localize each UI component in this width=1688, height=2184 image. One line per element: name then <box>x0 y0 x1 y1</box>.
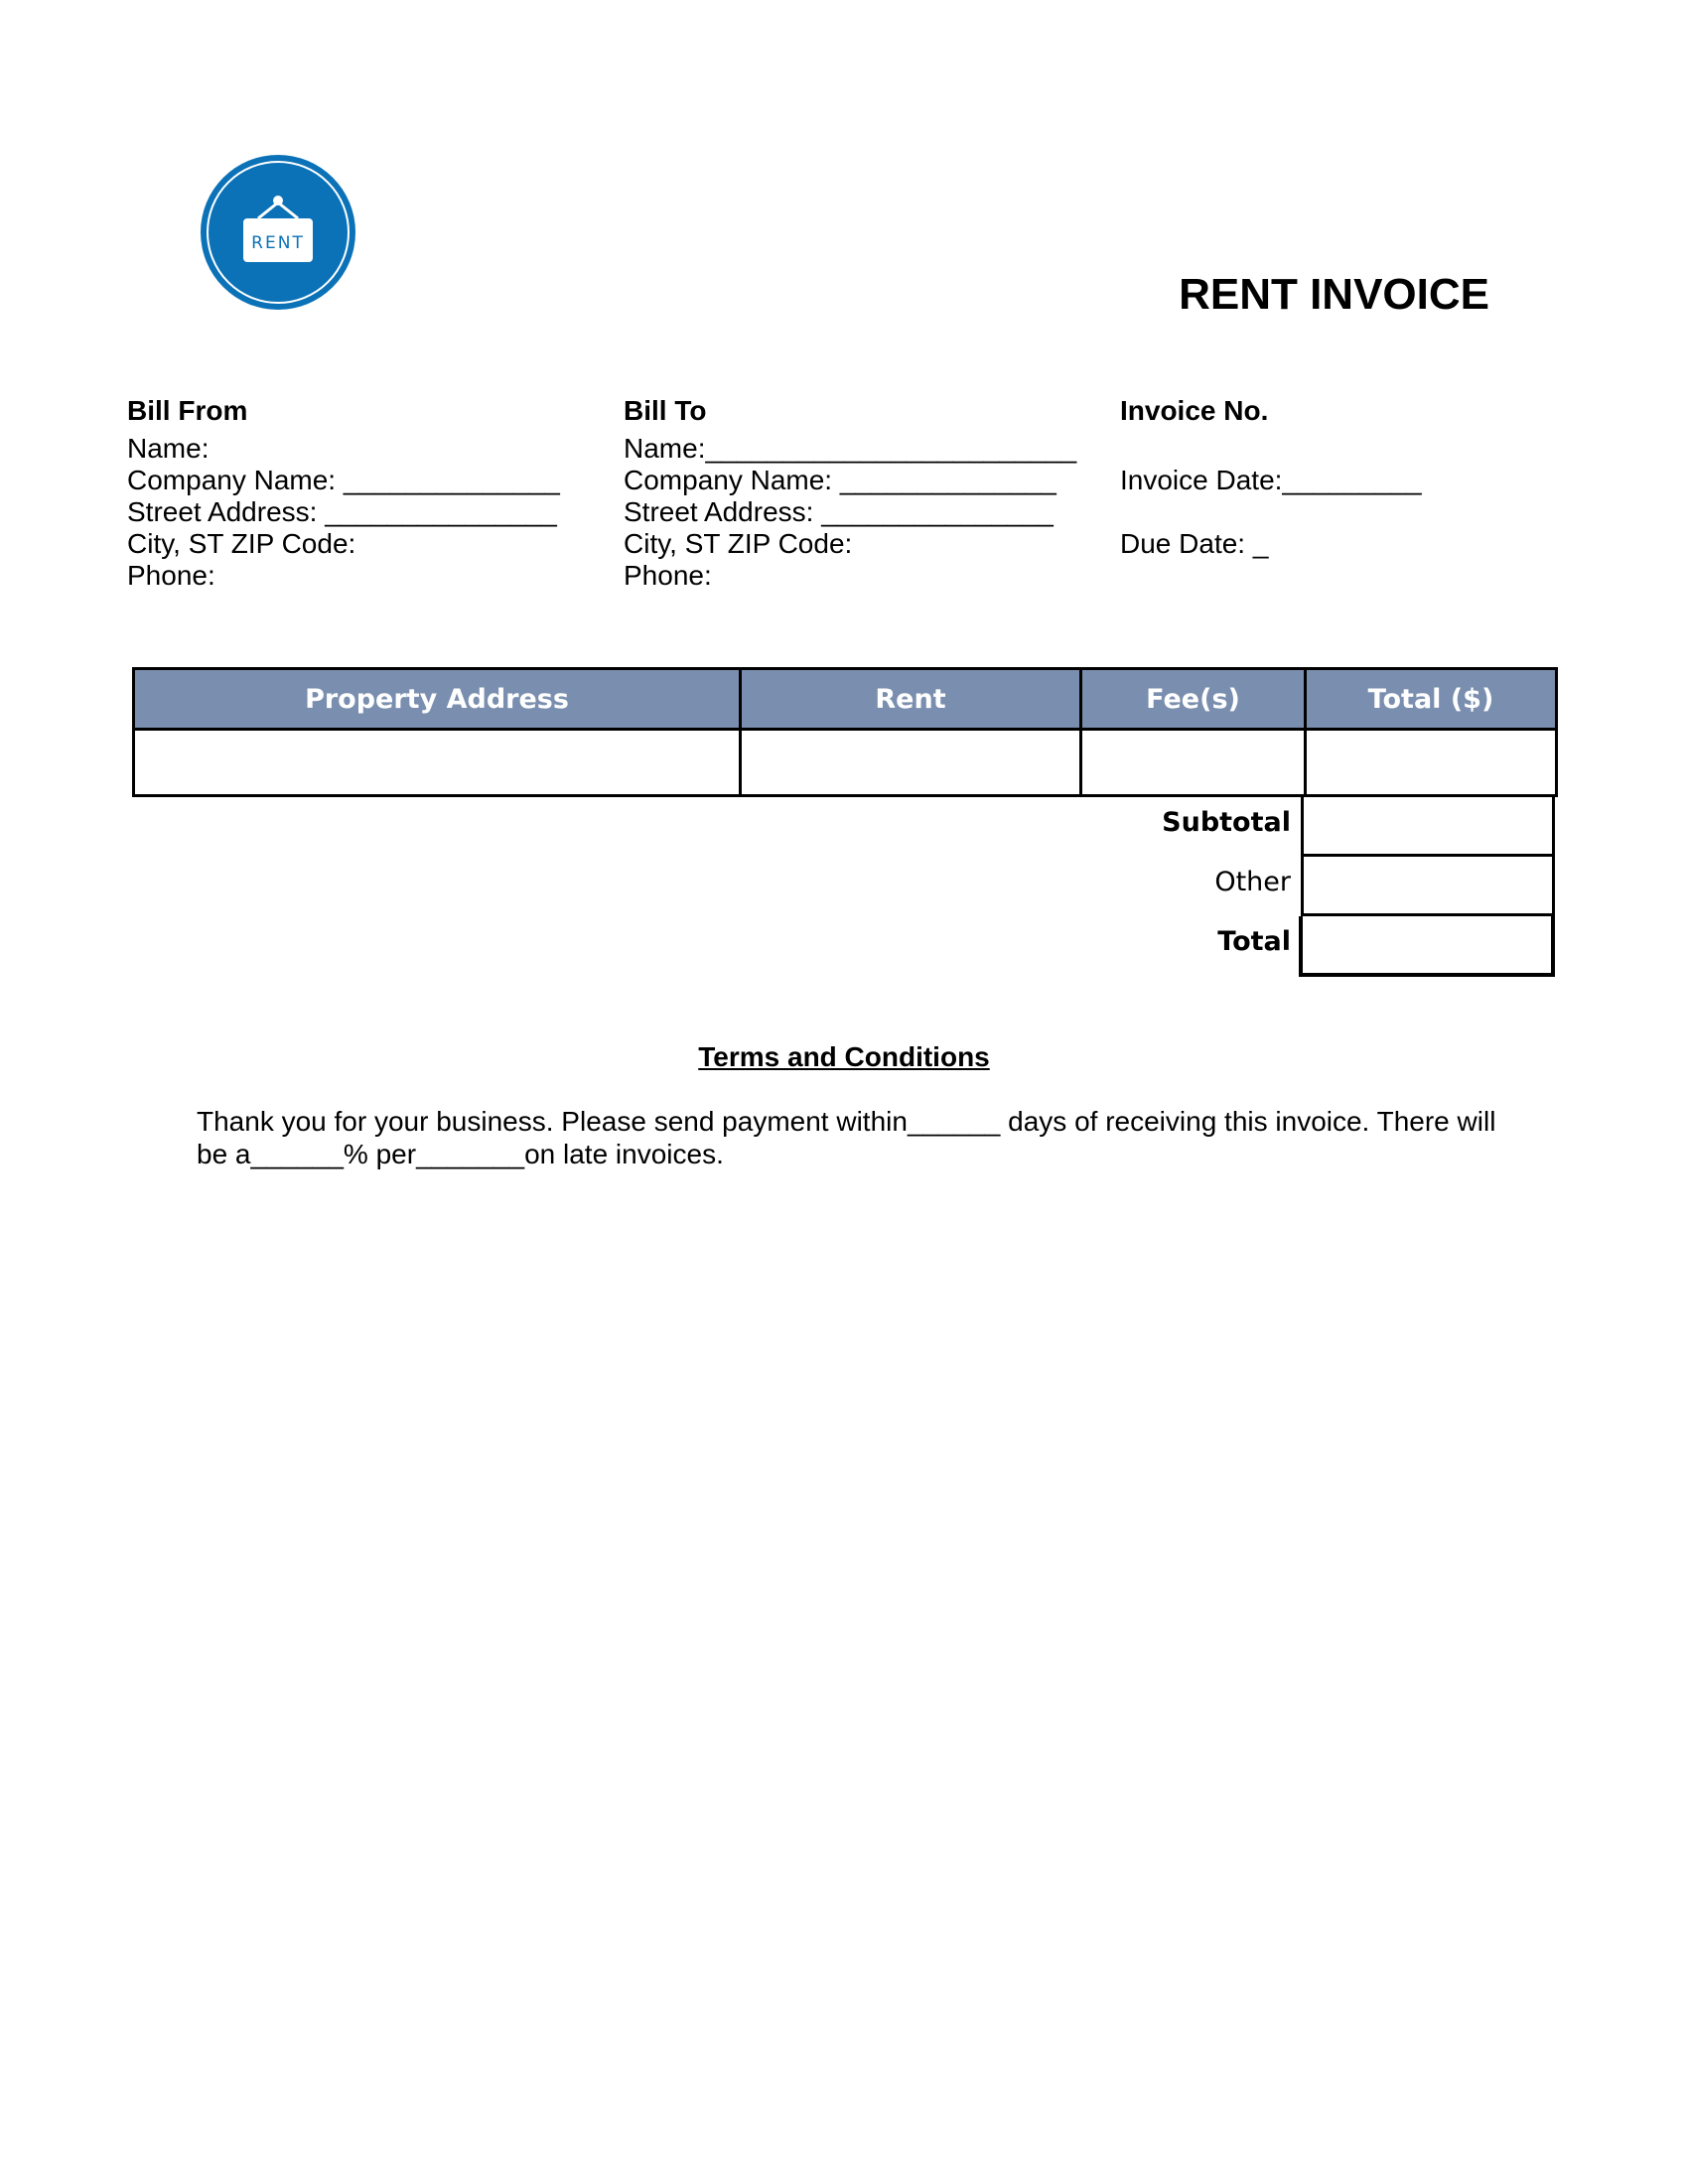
bill-from-company: Company Name: ______________ <box>127 465 560 495</box>
subtotal-row <box>993 797 1555 857</box>
fees-cell[interactable] <box>1081 730 1306 796</box>
table-header-row <box>134 669 1557 730</box>
bill-to-city: City, ST ZIP Code: <box>624 528 853 559</box>
subtotal-cell[interactable] <box>1301 797 1555 857</box>
bill-from-name: Name: <box>127 433 210 464</box>
bill-from-street: Street Address: _______________ <box>127 496 557 527</box>
invoice-number-label: Invoice No. <box>1120 395 1269 426</box>
bill-from-section <box>127 395 560 592</box>
grand-total-cell[interactable] <box>1299 916 1555 977</box>
bill-to-phone: Phone: <box>624 560 712 591</box>
rent-sign-logo <box>199 153 357 312</box>
invoice-title: RENT INVOICE <box>1179 270 1489 319</box>
bill-to-company: Company Name: ______________ <box>624 465 1056 495</box>
invoice-info-section <box>1120 395 1422 560</box>
terms-heading: Terms and Conditions <box>698 1041 990 1072</box>
other-label: Other <box>1214 867 1291 897</box>
bill-to-name: Name:________________________ <box>624 433 1077 464</box>
table-row <box>134 730 1557 796</box>
bill-to-heading: Bill To <box>624 395 707 426</box>
invoice-items-table <box>132 667 1558 797</box>
other-row <box>993 857 1555 916</box>
rent-cell[interactable] <box>741 730 1081 796</box>
column-header-rent: Rent <box>741 669 1081 730</box>
column-header-property-address: Property Address <box>134 669 741 730</box>
total-row <box>993 916 1555 976</box>
bill-from-phone: Phone: <box>127 560 215 591</box>
other-cell[interactable] <box>1301 857 1555 916</box>
total-cell[interactable] <box>1306 730 1557 796</box>
terms-text: Thank you for your business. Please send payment within______ days of receiving this invoice. There will be a______% per_______on late invoices. <box>197 1106 1496 1169</box>
column-header-fees: Fee(s) <box>1081 669 1306 730</box>
bill-to-section <box>624 395 1076 592</box>
logo-text: RENT <box>251 233 305 253</box>
bill-to-street: Street Address: _______________ <box>624 496 1054 527</box>
column-header-total: Total ($) <box>1306 669 1557 730</box>
property-address-cell[interactable] <box>134 730 741 796</box>
bill-from-heading: Bill From <box>127 395 248 426</box>
subtotal-label: Subtotal <box>1162 807 1291 838</box>
invoice-date-field: Invoice Date:_________ <box>1120 465 1422 495</box>
due-date-field: Due Date: _ <box>1120 528 1269 559</box>
bill-from-city: City, ST ZIP Code: <box>127 528 356 559</box>
total-label: Total <box>1217 926 1291 957</box>
